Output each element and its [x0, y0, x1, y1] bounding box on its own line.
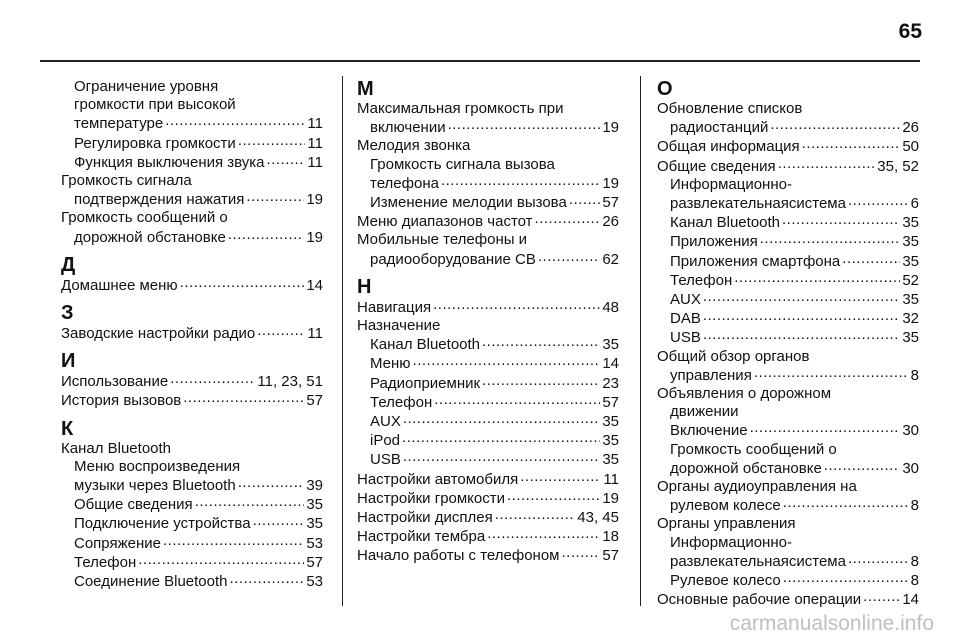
index-entry-pages: 32 — [902, 310, 919, 328]
index-entry-text: громкости при высокой — [74, 96, 236, 114]
index-entry-pages: 52 — [902, 271, 919, 289]
index-entry-text: Приложения смартфона — [670, 252, 841, 270]
dot-leader — [703, 328, 900, 342]
index-entry-text: дорожной обстановке — [670, 459, 822, 477]
index-entry-text: Меню — [370, 355, 411, 373]
index-entry — [657, 441, 919, 459]
index-entry-pages: 57 — [602, 194, 619, 212]
index-entry — [61, 172, 323, 190]
dot-leader — [434, 393, 600, 407]
dot-leader — [253, 514, 305, 528]
index-entry — [657, 232, 919, 251]
index-entry — [61, 391, 323, 410]
index-entry — [357, 489, 619, 508]
index-entry — [357, 317, 619, 335]
index-entry-text: Назначение — [357, 317, 441, 335]
index-entry — [657, 176, 919, 194]
index-entry-pages: 26 — [602, 213, 619, 231]
index-entry-text: Настройки дисплея — [357, 509, 493, 527]
index-entry — [657, 366, 919, 385]
index-entry — [61, 78, 323, 96]
index-entry — [61, 209, 323, 227]
index-entry — [657, 137, 919, 156]
dot-leader — [863, 590, 900, 604]
dot-leader — [246, 190, 304, 204]
index-entry-pages: 30 — [902, 459, 919, 477]
index-entry — [657, 252, 919, 271]
dot-leader — [138, 553, 304, 567]
index-entry-pages: 43, 45 — [577, 509, 619, 527]
page-number: 65 — [898, 20, 922, 43]
dot-leader — [561, 546, 600, 560]
index-entry — [61, 476, 323, 495]
dot-leader — [778, 157, 876, 171]
index-entry-text: музыки через Bluetooth — [74, 477, 236, 495]
index-entry-text: Настройки громкости — [357, 489, 506, 507]
index-entry-text: движении — [670, 403, 739, 421]
index-entry-pages: 14 — [306, 276, 323, 294]
index-entry — [657, 328, 919, 347]
index-entry-pages: 11 — [307, 134, 323, 152]
index-entry-text: радиооборудование CB — [370, 250, 536, 268]
index-entry-text: Настройки тембра — [357, 528, 486, 546]
index-entry-text: Включение — [670, 422, 748, 440]
index-entry-pages: 11, 23, 51 — [257, 373, 323, 391]
index-entry — [61, 96, 323, 114]
index-entry — [657, 515, 919, 533]
index-entry — [357, 193, 619, 212]
index-entry — [657, 571, 919, 590]
dot-leader — [402, 431, 600, 445]
index-column-3 — [657, 78, 919, 609]
index-entry — [357, 412, 619, 431]
dot-leader — [165, 114, 305, 128]
index-entry-text: Мобильные телефоны и — [357, 231, 528, 249]
index-entry-text: Объявления о дорожном — [657, 385, 832, 403]
index-entry-pages: 53 — [306, 534, 323, 552]
dot-leader — [238, 476, 305, 490]
index-entry-text: Общие сведения — [657, 157, 776, 175]
index-entry-text: AUX — [670, 291, 701, 309]
index-entry — [357, 250, 619, 269]
index-entry-pages: 48 — [602, 298, 619, 316]
index-entry — [657, 552, 919, 571]
index-entry-pages: 11 — [307, 153, 323, 171]
index-entry — [657, 348, 919, 366]
index-entry-text: DAB — [670, 310, 701, 328]
index-entry — [357, 470, 619, 489]
index-entry-pages: 57 — [306, 392, 323, 410]
index-entry — [61, 276, 323, 295]
index-entry-text: подтверждения нажатия — [74, 191, 245, 209]
index-entry-text: AUX — [370, 413, 401, 431]
index-entry-text: Заводские настройки радио — [61, 325, 256, 343]
index-entry-pages: 23 — [602, 374, 619, 392]
watermark: carmanualsonline.info — [729, 612, 934, 635]
dot-leader — [413, 354, 601, 368]
dot-leader — [163, 534, 304, 548]
index-entry-text: Соединение Bluetooth — [74, 573, 228, 591]
dot-leader — [267, 153, 306, 167]
dot-leader — [433, 298, 600, 312]
index-entry-text: развлекательнаясистема — [670, 552, 846, 570]
index-entry-text: Навигация — [357, 298, 432, 316]
index-entry-pages: 35 — [902, 291, 919, 309]
index-entry-text: История вызовов — [61, 392, 182, 410]
index-entry-text: iPod — [370, 432, 401, 450]
column-divider — [342, 76, 343, 606]
dot-leader — [238, 134, 306, 148]
index-entry-text: USB — [370, 451, 401, 469]
index-entry-pages: 8 — [910, 366, 919, 384]
index-entry-text: Органы аудиоуправления на — [657, 478, 857, 496]
index-entry — [657, 213, 919, 232]
index-entry-text: Настройки автомобиля — [357, 470, 519, 488]
index-entry-text: Общие сведения — [74, 496, 193, 514]
index-entry-text: Функция выключения звука — [74, 153, 265, 171]
index-entry — [657, 385, 919, 403]
index-entry — [657, 590, 919, 609]
index-entry — [357, 137, 619, 155]
dot-leader — [403, 412, 600, 426]
index-entry-text: Меню диапазонов частот — [357, 213, 533, 231]
index-entry-pages: 35 — [902, 214, 919, 232]
index-entry-pages: 57 — [602, 393, 619, 411]
index-entry — [357, 118, 619, 137]
index-entry-pages: 35 — [602, 432, 619, 450]
index-entry — [657, 496, 919, 515]
index-entry — [657, 459, 919, 478]
index-entry — [357, 335, 619, 354]
index-entry-pages: 57 — [306, 553, 323, 571]
index-entry-pages: 19 — [602, 174, 619, 192]
index-entry-text: Использование — [61, 373, 169, 391]
index-entry-text: Громкость сигнала — [61, 172, 192, 190]
dot-leader — [170, 372, 255, 386]
index-entry-pages: 18 — [602, 528, 619, 546]
index-letter-heading: Д — [61, 253, 76, 276]
index-entry-pages: 26 — [902, 119, 919, 137]
index-entry-pages: 35 — [306, 515, 323, 533]
index-entry-text: USB — [670, 329, 701, 347]
dot-leader — [848, 194, 909, 208]
dot-leader — [783, 571, 909, 585]
dot-leader — [734, 271, 900, 285]
index-entry-text: Канал Bluetooth — [61, 439, 172, 457]
index-entry-pages: 6 — [910, 195, 919, 213]
index-entry — [61, 134, 323, 153]
dot-leader — [569, 193, 600, 207]
index-entry — [357, 374, 619, 393]
index-entry-pages: 35 — [602, 413, 619, 431]
index-entry-text: рулевом колесе — [670, 497, 781, 515]
index-entry-pages: 19 — [602, 489, 619, 507]
index-entry-text: включении — [370, 119, 446, 137]
dot-leader — [824, 459, 901, 473]
index-entry-text: Обновление списков — [657, 100, 803, 117]
index-entry-pages: 50 — [902, 138, 919, 156]
index-entry-text: Громкость сообщений о — [61, 209, 228, 227]
index-entry-pages: 19 — [602, 119, 619, 137]
dot-leader — [403, 450, 600, 464]
dot-leader — [760, 232, 901, 246]
index-entry — [61, 572, 323, 591]
index-entry-pages: 14 — [602, 355, 619, 373]
index-entry — [61, 114, 323, 133]
index-entry — [61, 440, 323, 458]
index-entry — [657, 534, 919, 552]
index-entry-text: Максимальная громкость при — [357, 100, 564, 117]
index-entry-text: Мелодия звонка — [357, 137, 471, 155]
index-entry-text: Канал Bluetooth — [670, 214, 781, 232]
index-entry — [357, 231, 619, 249]
index-entry-text: Телефон — [74, 553, 137, 571]
dot-leader — [782, 213, 900, 227]
index-entry-text: развлекательнаясистема — [670, 195, 846, 213]
index-entry-text: Приложения — [670, 233, 758, 251]
index-entry-text: Начало работы с телефоном — [357, 547, 560, 565]
index-entry-text: Рулевое колесо — [670, 572, 781, 590]
index-entry-pages: 19 — [306, 228, 323, 246]
index-entry-pages: 8 — [910, 497, 919, 515]
dot-leader — [448, 118, 601, 132]
index-entry-pages: 62 — [602, 250, 619, 268]
index-entry-text: Информационно- — [670, 175, 792, 193]
index-entry-pages: 53 — [306, 573, 323, 591]
index-entry — [61, 514, 323, 533]
index-entry-pages: 8 — [910, 572, 919, 590]
dot-leader — [487, 527, 600, 541]
index-entry-text: телефона — [370, 174, 439, 192]
dot-leader — [703, 309, 900, 323]
index-entry-pages: 35 — [902, 252, 919, 270]
index-entry-text: дорожной обстановке — [74, 228, 226, 246]
dot-leader — [538, 250, 600, 264]
index-entry-text: Домашнее меню — [61, 276, 178, 294]
index-entry — [357, 156, 619, 174]
index-entry — [657, 194, 919, 213]
index-entry — [357, 174, 619, 193]
index-entry-text: Меню воспроизведения — [74, 457, 241, 475]
dot-leader — [507, 489, 600, 503]
index-entry-text: Радиоприемник — [370, 374, 481, 392]
dot-leader — [770, 118, 900, 132]
index-entry-pages: 8 — [910, 552, 919, 570]
index-entry-text: Громкость сообщений о — [670, 440, 837, 458]
index-entry — [357, 354, 619, 373]
index-entry-text: радиостанций — [670, 119, 769, 137]
index-entry-text: управления — [670, 366, 752, 384]
index-entry — [357, 527, 619, 546]
index-entry-pages: 57 — [602, 547, 619, 565]
index-entry — [357, 212, 619, 231]
index-entry-text: Информационно- — [670, 533, 792, 551]
column-divider — [640, 76, 641, 606]
index-entry — [657, 271, 919, 290]
index-entry — [657, 118, 919, 137]
dot-leader — [754, 366, 909, 380]
dot-leader — [441, 174, 600, 188]
dot-leader — [520, 470, 601, 484]
index-letter-heading: К — [61, 417, 74, 440]
index-entry — [357, 393, 619, 412]
index-entry — [357, 431, 619, 450]
index-entry — [61, 553, 323, 572]
index-entry-text: Регулировка громкости — [74, 134, 236, 152]
dot-leader — [802, 137, 901, 151]
dot-leader — [703, 290, 900, 304]
index-entry-text: Подключение устройства — [74, 515, 251, 533]
index-column-1 — [61, 78, 323, 591]
index-entry — [61, 458, 323, 476]
dot-leader — [257, 324, 305, 338]
index-letter-heading: О — [657, 78, 673, 100]
dot-leader — [228, 228, 305, 242]
index-entry — [657, 100, 919, 118]
header-rule — [40, 60, 920, 62]
index-entry-pages: 30 — [902, 422, 919, 440]
dot-leader — [180, 276, 305, 290]
dot-leader — [495, 508, 576, 522]
index-entry-text: Основные рабочие операции — [657, 591, 862, 609]
index-entry-pages: 35 — [602, 336, 619, 354]
dot-leader — [842, 252, 900, 266]
index-entry-text: Телефон — [370, 393, 433, 411]
index-entry — [657, 421, 919, 440]
index-entry — [61, 190, 323, 209]
index-entry-text: Общий обзор органов — [657, 347, 810, 365]
index-entry — [61, 324, 323, 343]
index-entry — [61, 372, 323, 391]
index-entry-text: Сопряжение — [74, 534, 161, 552]
index-entry — [61, 534, 323, 553]
index-entry-pages: 35 — [902, 233, 919, 251]
index-entry-text: Телефон — [670, 271, 733, 289]
index-entry — [357, 546, 619, 565]
dot-leader — [535, 212, 601, 226]
dot-leader — [230, 572, 305, 586]
index-entry-pages: 14 — [902, 591, 919, 609]
index-entry-pages: 11 — [307, 115, 323, 133]
dot-leader — [195, 495, 305, 509]
index-entry — [657, 478, 919, 496]
index-entry-pages: 35, 52 — [877, 157, 919, 175]
index-entry — [61, 228, 323, 247]
index-entry-text: Изменение мелодии вызова — [370, 194, 567, 212]
index-entry-text: Громкость сигнала вызова — [370, 155, 555, 173]
index-entry — [61, 495, 323, 514]
index-entry-pages: 39 — [306, 477, 323, 495]
index-entry — [357, 298, 619, 317]
dot-leader — [848, 552, 909, 566]
index-letter-heading: З — [61, 302, 74, 325]
dot-leader — [482, 335, 600, 349]
dot-leader — [482, 374, 600, 388]
dot-leader — [750, 421, 901, 435]
index-entry-pages: 11 — [307, 325, 323, 343]
index-entry-pages: 11 — [603, 470, 619, 488]
dot-leader — [183, 391, 304, 405]
index-letter-heading: И — [61, 350, 76, 373]
index-entry — [657, 403, 919, 421]
index-column-2 — [357, 78, 619, 566]
index-entry — [657, 309, 919, 328]
index-entry-pages: 35 — [602, 451, 619, 469]
index-entry — [657, 157, 919, 176]
index-entry — [61, 153, 323, 172]
index-entry — [357, 100, 619, 118]
index-entry — [657, 290, 919, 309]
index-letter-heading: Н — [357, 275, 372, 298]
index-entry-text: Общая информация — [657, 138, 800, 156]
dot-leader — [783, 496, 909, 510]
index-entry-pages: 19 — [306, 191, 323, 209]
index-entry-pages: 35 — [902, 329, 919, 347]
index-entry — [357, 508, 619, 527]
index-entry-text: Канал Bluetooth — [370, 336, 481, 354]
index-entry-text: Ограничение уровня — [74, 78, 219, 95]
index-letter-heading: М — [357, 78, 374, 100]
index-entry-pages: 35 — [306, 496, 323, 514]
index-entry-text: Органы управления — [657, 515, 796, 533]
index-entry-text: температуре — [74, 115, 164, 133]
index-entry — [357, 450, 619, 469]
